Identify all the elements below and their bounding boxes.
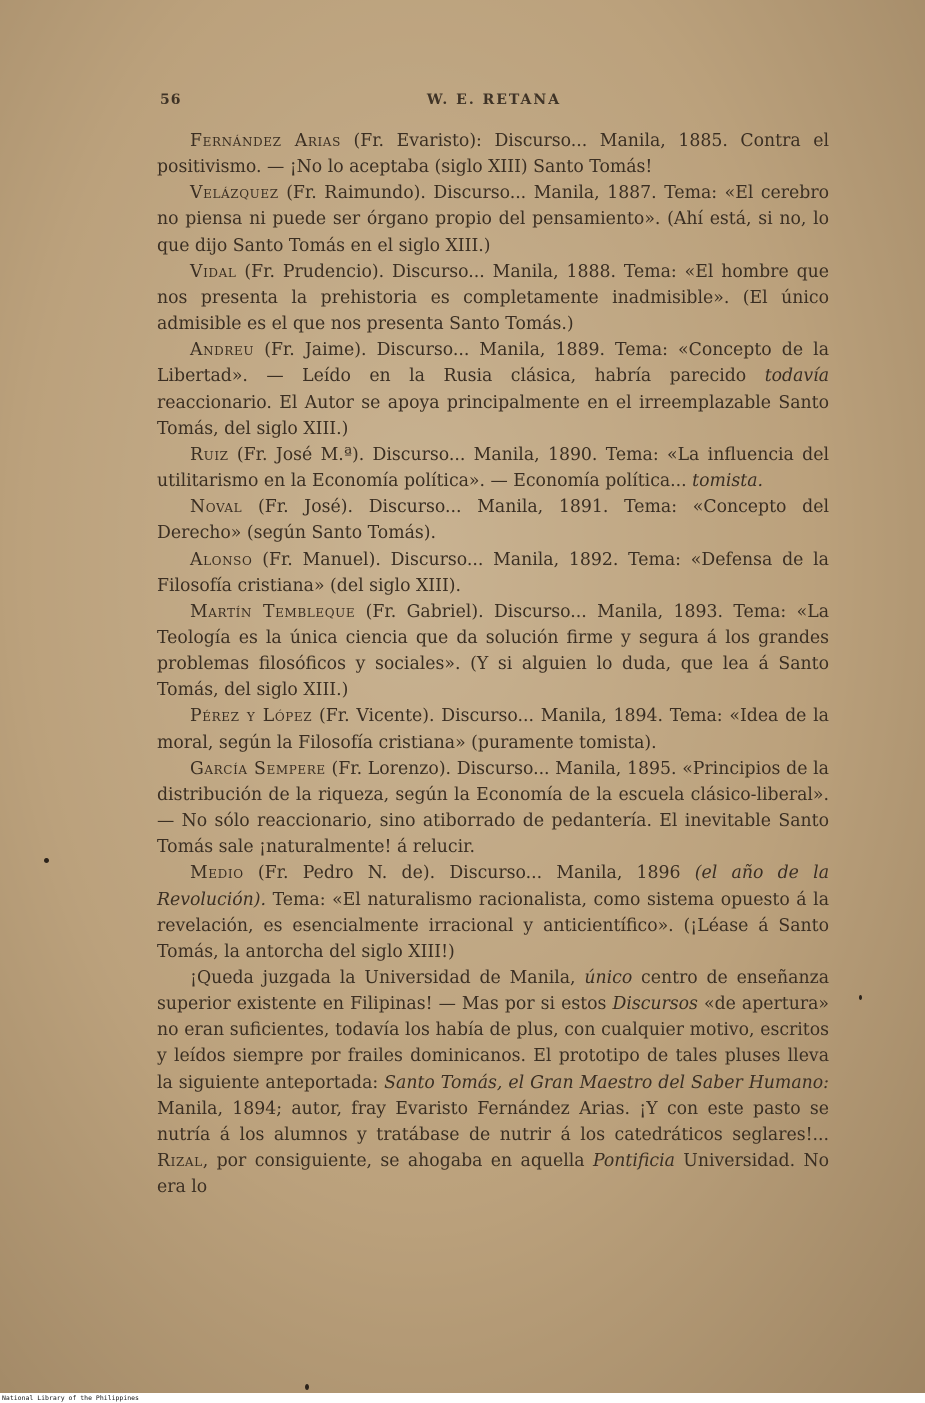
- closing-paragraph: [157, 965, 829, 1200]
- entry-medio: [157, 860, 829, 965]
- entry-text: (Fr. José M.ª). Discurso... Manila, 1890. Tema: «La influencia del utilitarismo en la Economía política». — Economía política...: [157, 444, 829, 492]
- entry-author: Martín Tembleque: [190, 601, 356, 622]
- entry-text: (Fr. José). Discurso... Manila, 1891. Tema: «Concepto del Derecho» (según Santo Tomás).: [157, 497, 829, 544]
- entry-text: (Fr. Gabriel). Discurso... Manila, 1893. Tema: «La Teología es la única ciencia que da solución firme y segura á los grandes problemas filosóficos y sociales». (Y si alguien lo duda, que lea á Santo Tomás, del siglo XIII.): [157, 601, 829, 701]
- entry-text: ¡Queda juzgada la Universidad de Manila,: [190, 968, 585, 988]
- italic-text: todavía: [764, 366, 829, 387]
- entry-author: Vidal: [190, 261, 237, 282]
- entry-text: (Fr. Lorenzo). Discurso... Manila, 1895. «Principios de la distribución de la riqueza, según la Economía de la escuela clásico-liberal». — No sólo reaccionario, sino atiborrado de pedantería. El inevitable Santo Tomás sale ¡naturalmente! á relucir.: [157, 758, 829, 858]
- entry-text: , por consiguiente, se ahogaba en aquella: [202, 1151, 593, 1172]
- entry-text: (Fr. Evaristo): Discurso... Manila, 1885. Contra el positivismo. — ¡No lo aceptaba (siglo XIII) Santo Tomás!: [157, 131, 829, 178]
- entry-author: Pérez y López: [190, 706, 313, 727]
- entry-ruiz: [157, 442, 829, 494]
- entry-author: Noval: [190, 497, 243, 518]
- entry-author: García Sempere: [190, 758, 326, 779]
- entry-text: (Fr. Vicente). Discurso... Manila, 1894. Tema: «Idea de la moral, según la Filosofía cristiana» (puramente tomista).: [157, 706, 829, 753]
- entry-author: Ruiz: [190, 444, 229, 465]
- entry-text: Universidad. No era lo: [157, 1151, 829, 1198]
- entry-text: (Fr. Jaime). Discurso... Manila, 1889. Tema: «Concepto de la Libertad». — Leído en la Rusia clásica, habría parecido: [157, 340, 829, 387]
- ink-speck: [44, 858, 49, 863]
- entry-author: Andreu: [190, 340, 255, 361]
- entry-author: Fernández Arias: [190, 131, 341, 151]
- entry-text: Tema: «El naturalismo racionalista, como sistema opuesto á la revelación, es esencialmente irracional y anticientífico». (¡Léase á Santo Tomás, la antorcha del siglo XIII!): [157, 889, 829, 962]
- entry-velazquez: [157, 180, 829, 258]
- entry-text: (Fr. Pedro N. de). Discurso... Manila, 1896: [243, 863, 695, 884]
- library-credit: National Library of the Philippines: [0, 1393, 925, 1403]
- entry-martin-tembleque: [157, 599, 829, 704]
- entry-fernandez-arias: [157, 128, 829, 180]
- italic-text: único: [584, 968, 633, 988]
- entry-author: Alonso: [190, 549, 253, 570]
- entry-author: Medio: [190, 863, 244, 884]
- entry-andreu: [157, 337, 829, 442]
- entry-text: Manila, 1894; autor, fray Evaristo Fernández Arias. ¡Y con este pasto se nutría á los alumnos y tratábase de nutrir á los catedráticos seglares!...: [157, 1098, 829, 1145]
- italic-text: tomista.: [692, 471, 764, 492]
- entry-author: Velázquez: [190, 183, 279, 204]
- entry-author: Rizal: [157, 1151, 203, 1172]
- entry-text: «de apertura» no eran suficientes, todavía los había de plus, con cualquier motivo, escritos y leídos siempre por frailes dominicanos. El prototipo de tales pluses lleva la siguiente anteportada:: [157, 994, 829, 1093]
- italic-text: Pontificia: [592, 1151, 675, 1172]
- entry-alonso: [157, 547, 829, 599]
- page-body: [157, 128, 829, 1200]
- ink-speck: [305, 1384, 309, 1390]
- entry-noval: [157, 494, 829, 546]
- entry-text: (Fr. Manuel). Discurso... Manila, 1892. Tema: «Defensa de la Filosofía cristiana» (del siglo XIII).: [157, 549, 829, 596]
- running-head: W. E. RETANA: [426, 92, 562, 108]
- entry-perez-lopez: [157, 703, 829, 755]
- ink-speck: [859, 995, 862, 1000]
- entry-text: centro de enseñanza superior existente en Filipinas! — Mas por si estos: [157, 968, 829, 1015]
- italic-text: Discursos: [612, 994, 698, 1015]
- entry-text: (Fr. Prudencio). Discurso... Manila, 1888. Tema: «El hombre que nos presenta la prehistoria es completamente inadmisible». (El único admisible es el que nos presenta Santo Tomás.): [157, 261, 829, 335]
- entry-text: (Fr. Raimundo). Discurso... Manila, 1887. Tema: «El cerebro no piensa ni puede ser órgano propio del pensamiento». (Ahí está, si no, lo que dijo Santo Tomás en el siglo XIII.): [157, 183, 829, 256]
- page-header: [160, 92, 828, 114]
- italic-text: (el año de la Revolución).: [157, 863, 829, 910]
- page-number: 56: [160, 92, 182, 108]
- entry-text: reaccionario. El Autor se apoya principalmente en el irreemplazable Santo Tomás, del siglo XIII.): [157, 392, 829, 439]
- italic-text: Santo Tomás, el Gran Maestro del Saber Humano:: [384, 1072, 829, 1093]
- entry-vidal: [157, 259, 829, 337]
- entry-garcia-sempere: [157, 756, 829, 861]
